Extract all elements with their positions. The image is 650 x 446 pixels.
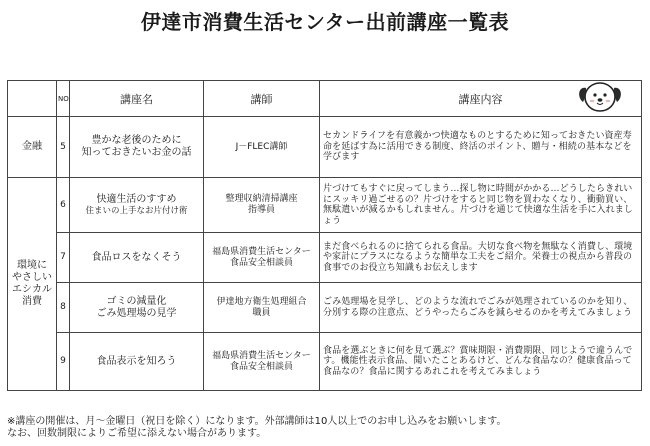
table-row xyxy=(8,333,642,391)
lecturer xyxy=(204,283,320,333)
course-header: 講座名 xyxy=(70,81,204,117)
lecturer-line: 伊達地方衛生処理組合 xyxy=(216,296,307,307)
course-name xyxy=(70,117,204,178)
lecturer-line: 職員 xyxy=(252,307,271,318)
course-name-line: 食品ロスをなくそう xyxy=(91,251,182,263)
lecturer xyxy=(204,233,320,283)
course-content: ごみ処理場を見学し、どのような流れでごみが処理されているのかを知り、分別する際の注意点、どうやったらごみを減らせるのかを考えてみましょう xyxy=(320,283,642,333)
row-number: 8 xyxy=(57,283,70,333)
table-row xyxy=(8,283,642,333)
course-name-line: 食品表示を知ろう xyxy=(96,355,177,367)
row-number: 7 xyxy=(57,233,70,283)
lecturer xyxy=(204,333,320,391)
lecturer-line: J－FLEC講師 xyxy=(235,141,288,152)
row-number: 9 xyxy=(57,333,70,391)
category-label: 環境に xyxy=(17,260,47,271)
lecturer-header: 講師 xyxy=(204,81,320,117)
course-name-line: ごみ処理場の見学 xyxy=(96,307,177,319)
course-name xyxy=(70,178,204,233)
category-label: 消費 xyxy=(22,296,42,307)
category-label: エシカル xyxy=(12,284,52,295)
table-row xyxy=(8,178,642,233)
lecturer-line: 食品安全相談員 xyxy=(229,361,293,372)
course-table xyxy=(7,80,642,391)
footnote-line: なお、回数制限によりご希望に添えない場合があります。 xyxy=(7,428,267,439)
course-content: 食品を選ぶときに何を見て選ぶ？賞味期限・消費期限、同じようで違うんです。機能性表示食品、聞いたことあるけど、どんな食品なの？健康食品って食品なの？食品に関するあれこれを考えてみましょう xyxy=(320,333,642,391)
page-title: 伊達市消費生活センター出前講座一覧表 xyxy=(140,10,510,34)
table-header-row xyxy=(8,81,642,117)
table-row xyxy=(8,117,642,178)
no-header: NO. xyxy=(57,81,70,117)
table-row xyxy=(8,233,642,283)
course-subtitle: 住まいの上手なお片付け術 xyxy=(85,206,188,216)
lecturer xyxy=(204,117,320,178)
category-label: やさしい xyxy=(12,272,52,283)
course-name-line: ゴミの減量化 xyxy=(106,295,167,307)
lecturer xyxy=(204,178,320,233)
row-number: 5 xyxy=(57,117,70,178)
course-name-line: 知っておきたいお金の話 xyxy=(81,147,192,158)
content-header: 講座内容 xyxy=(320,81,642,117)
course-content: セカンドライフを有意義かつ快適なものとするために知っておきたい資産寿命を延ばす為に活用できる制度、終活のポイント、贈与・相続の基本などを学びます xyxy=(320,117,642,178)
category-header xyxy=(8,81,57,117)
lecturer-line: 福島県消費生活センター xyxy=(212,246,311,257)
course-name xyxy=(70,333,204,391)
course-content: 片づけてもすぐに戻ってしまう…探し物に時間がかかる…どうしたらきれいにスッキリ過ごせるの？片づけをすると同じ物を買わなくなり、衝動買い、無駄遣いが減るかもしれません。片づけを通じて快適な生活を手に入れましょう xyxy=(320,178,642,233)
course-name-line: 豊かな老後のために xyxy=(91,135,182,146)
course-content: まだ食べられるのに捨てられる食品。大切な食べ物を無駄なく消費し、環境や家計にプラスになるような簡単な工夫をご紹介。栄養士の視点から普段の食事でのお役立ち知識もお伝えします xyxy=(320,233,642,283)
course-name-line: 快適生活のすすめ xyxy=(96,194,177,205)
lecturer-line: 福島県消費生活センター xyxy=(212,350,311,361)
footnote-line: ※講座の開催は、月～金曜日（祝日を除く）になります。外部講師は10人以上でのお申し込みをお願いします。 xyxy=(7,416,507,427)
lecturer-line: 食品安全相談員 xyxy=(229,257,293,268)
lecturer-line: 指導員 xyxy=(247,205,275,215)
row-number: 6 xyxy=(57,178,70,233)
footnote xyxy=(7,416,647,440)
category-finance xyxy=(8,117,57,178)
course-name xyxy=(70,233,204,283)
category-ethical xyxy=(8,178,57,391)
course-name xyxy=(70,283,204,333)
category-label: 金融 xyxy=(22,141,42,152)
lecturer-line: 整理収納清掃講座 xyxy=(225,194,298,204)
